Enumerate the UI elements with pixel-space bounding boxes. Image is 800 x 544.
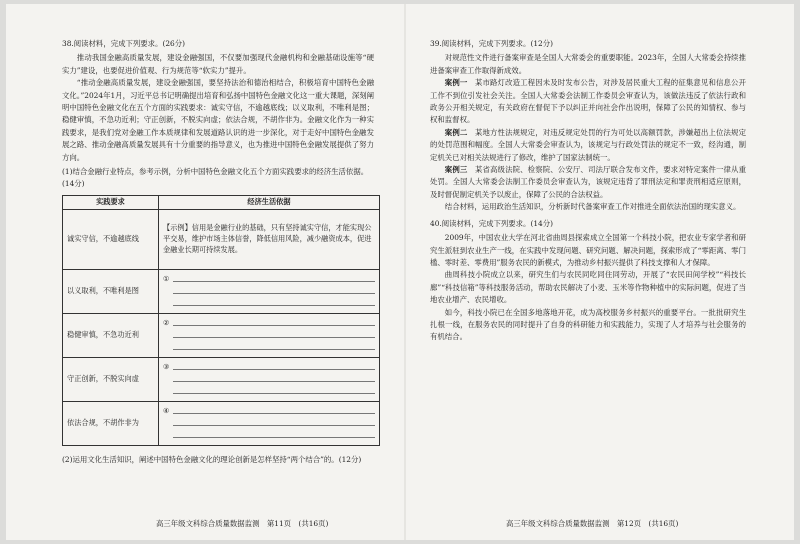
case-1-text: 某市路灯改造工程因未及时发布公告，对涉及居民重大工程的征集意见和信息公开工作不到位引发社会关注。全国人大常委会法制工作委员会审查认为，该做法违反了依法行政和政务公开相关规定，有关政府在督促下予以纠正并向社会作出说明，保障了公民的知情权、参与权和监督权。	[430, 78, 746, 125]
scanned-exam-sheet	[6, 4, 794, 540]
answer-number: ③	[163, 362, 170, 372]
table-header-requirement: 实践要求	[63, 195, 159, 209]
case-3	[430, 164, 746, 201]
answer-cell[interactable]	[159, 357, 380, 401]
page-spine	[404, 4, 406, 540]
answer-number: ②	[163, 318, 170, 328]
answer-line	[163, 430, 375, 440]
answer-number: ④	[163, 406, 170, 416]
requirement-cell: 诚实守信，不逾越底线	[63, 209, 159, 269]
table-row	[63, 313, 380, 357]
q38-title: 38.阅读材料，完成下列要求。(26分)	[62, 39, 186, 48]
basis-example-cell: 【示例】信用是金融行业的基础，只有坚持诚实守信，才能实现公平交易，维护市场主体信誉，降低信用风险，减少融资成本，促进金融业长期可持续发展。	[159, 209, 380, 269]
q38-subquestion-1: (1)结合金融行业特点，参考示例，分析中国特色金融文化五个方面实践要求的经济生活依据。(14分)	[62, 167, 369, 189]
answer-line	[163, 298, 375, 308]
q39-title: 39.阅读材料，完成下列要求。(12分)	[430, 39, 554, 48]
q40-paragraph-2: 曲周科技小院成立以来，研究生们与农民同吃同住同劳动，开展了“农民田间学校”“科技长廊”“科技信箱”等科技服务活动，帮助农民解决了小麦、玉米等作物种植中的实际问题，促进了当地农业增产、农民增收。	[430, 270, 746, 305]
q38-subquestion-2: (2)运用文化生活知识，阐述中国特色金融文化的理论创新是怎样坚持“两个结合”的。(12分)	[62, 454, 362, 464]
requirement-cell: 守正创新，不脱实向虚	[63, 357, 159, 401]
table-row	[63, 357, 380, 401]
requirement-cell: 依法合规，不胡作非为	[63, 401, 159, 445]
answer-line	[163, 374, 375, 384]
answer-cell[interactable]	[159, 313, 380, 357]
answer-line	[163, 318, 375, 328]
answer-cell[interactable]	[159, 269, 380, 313]
case-2-text: 某地方性法规规定，对违反规定处罚的行为可处以高额罚款，涉嫌超出上位法规定的处罚范围和幅度。全国人大常委会审查认为，该规定与行政处罚法的规定不一致，经沟通，制定机关已对相关法规进行了修改，维护了国家法制统一。	[430, 127, 746, 162]
answer-line	[163, 418, 375, 428]
case-2	[430, 127, 746, 164]
case-1-label: 案例一	[444, 78, 468, 88]
case-1	[430, 77, 746, 127]
answer-line	[163, 342, 375, 352]
q40-paragraph-1: 2009年，中国农业大学在河北省曲周县探索成立全国第一个科技小院，把农业专家学者和研究生派驻到农业生产一线，在实践中发现问题、研究问题、解决问题，探索形成了“零距离、零门槛、零时差、零费用”服务农民的新模式，为推动乡村振兴提供了科技支撑和人才保障。	[430, 233, 746, 267]
practice-requirements-table	[62, 195, 380, 446]
answer-line	[163, 286, 375, 296]
q38-paragraph-1: 推动我国金融高质量发展，建设金融强国，不仅要加强现代金融机构和金融基础设施等“硬实力”建设，也要促进价值观、行为规范等“软实力”提升。	[62, 53, 374, 75]
table-row	[63, 209, 380, 269]
answer-line	[163, 386, 375, 396]
table-header-row	[63, 195, 380, 209]
left-page	[62, 38, 374, 468]
q40-title: 40.阅读材料，完成下列要求。(14分)	[430, 218, 554, 228]
table-header-basis: 经济生活依据	[159, 195, 380, 209]
requirement-cell: 以义取利，不唯利是图	[63, 269, 159, 313]
q38-paragraph-2: “推动金融高质量发展，建设金融强国，要坚持法治和德治相结合，积极培育中国特色金融文化。”2024年1月，习近平总书记明确提出培育和弘扬中国特色金融文化这一重大课题，深刻阐明中国特色金融文化在五个方面的实践要求：诚实守信，不逾越底线；以义取利，不唯利是图；稳健审慎，不急功近利；守正创新，不脱实向虚；依法合规，不胡作非为。金融文化作为一种实践要求，是我们党对金融工作本质规律和发展道路认识的进一步深化，对于走好中国特色金融发展之路、推动金融高质量发展具有十分重要的指导意义，也为推进中国特色金融发展提供了努力方向。	[62, 78, 374, 162]
answer-line	[163, 330, 375, 340]
q40-paragraph-3: 如今，科技小院已在全国多地落地开花，成为高校服务乡村振兴的重要平台。一批批研究生扎根一线，在服务农民的同时提升了自身的科研能力和实践能力，实现了人才培养与社会服务的有机结合。	[430, 307, 746, 342]
answer-line	[163, 362, 375, 372]
right-page	[430, 38, 746, 344]
table-row	[63, 401, 380, 445]
q39-intro: 对规范性文件进行备案审查是全国人大常委会的重要职能。2023年，全国人大常委会持续推进备案审查工作取得新成效。	[430, 53, 746, 75]
right-page-footer: 高三年级文科综合质量数据监测 第12页 (共16页)	[506, 519, 679, 528]
left-page-footer: 高三年级文科综合质量数据监测 第11页 (共16页)	[156, 519, 329, 528]
answer-line	[163, 274, 375, 284]
answer-cell[interactable]	[159, 401, 380, 445]
answer-line	[163, 406, 375, 416]
table-row	[63, 269, 380, 313]
case-2-label: 案例二	[444, 127, 468, 137]
answer-number: ①	[163, 274, 170, 284]
requirement-cell: 稳健审慎，不急功近利	[63, 313, 159, 357]
case-3-label: 案例三	[444, 165, 468, 175]
q39-question: 结合材料，运用政治生活知识，分析新时代备案审查工作对推进全面依法治国的现实意义。	[444, 202, 741, 212]
case-3-text: 某省高级法院、检察院、公安厅、司法厅联合发布文件，要求对特定案件一律从重处罚。全国人大常委会法制工作委员会审查认为，该规定违背了罪刑法定和罪责刑相适应原则，及时督促制定机关予以废止，保障了公民的合法权益。	[430, 165, 746, 199]
